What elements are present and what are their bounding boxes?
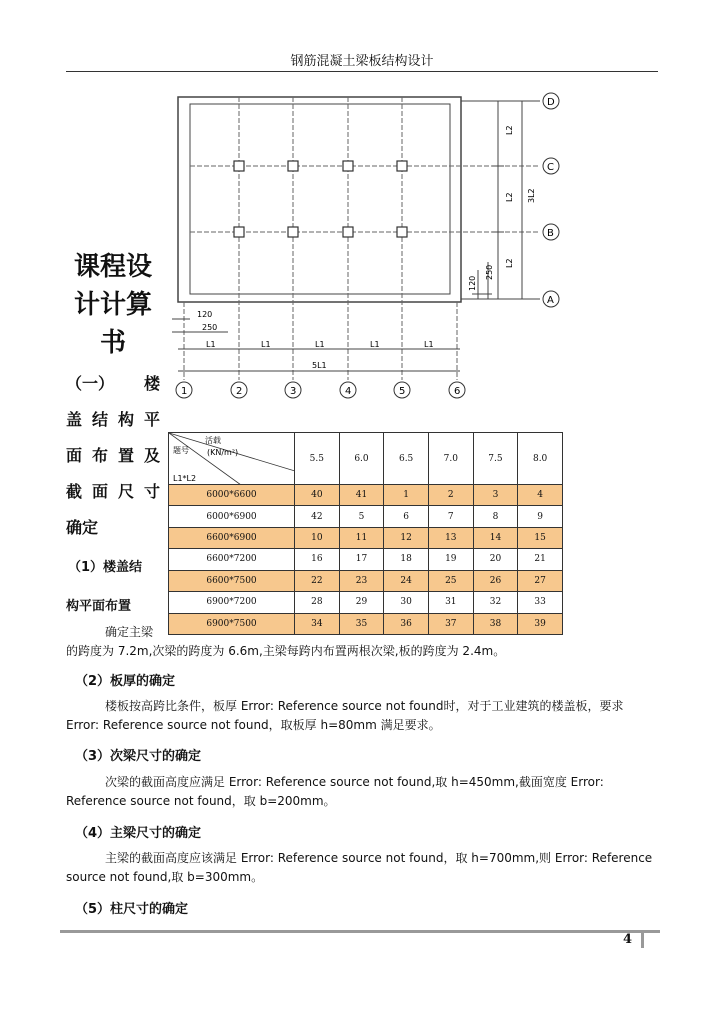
span-l1-1: L1 (206, 340, 216, 349)
table-row: 6900*7200 28 29 30 31 32 33 (169, 592, 563, 613)
dim-right-total: 3L2 (527, 188, 536, 203)
page-number: 4 (623, 932, 633, 947)
axis-6: 6 (454, 386, 461, 397)
table-row: 6000*6900 42 5 6 7 8 9 (169, 506, 563, 527)
text3: 次梁的截面高度应满足 Error: Reference source not found,取 h=450mm,截面宽度 Error: Reference source not found，取 b=200mm。 (66, 775, 604, 808)
dim-right-l2-3: L2 (505, 258, 514, 268)
load-header: 8.0 (518, 433, 563, 485)
corner-no: 题号 (173, 446, 189, 455)
footer-rule (60, 930, 660, 933)
axis-4: 4 (345, 386, 352, 397)
corner-unit: (KN/m²) (207, 448, 239, 457)
table-row: 6600*6900 10 11 12 13 14 15 (169, 527, 563, 548)
table-row: 6900*7500 34 35 36 37 38 39 (169, 613, 563, 634)
subheading-1-line1: （1）楼盖结 (68, 560, 143, 575)
load-header: 6.5 (384, 433, 429, 485)
load-header: 6.0 (339, 433, 384, 485)
title-line-1: 课程设 (73, 252, 152, 282)
title-line-3: 书 (99, 328, 126, 358)
span-l1-5: L1 (424, 340, 434, 349)
axis-5: 5 (399, 386, 406, 397)
text1-body: 的跨度为 7.2m,次梁的跨度为 6.6m,主梁每跨内布置两根次梁,板的跨度为 2.4m。 (66, 644, 506, 658)
span-l1-4: L1 (370, 340, 380, 349)
subheading-3: （3）次梁尺寸的确定 (75, 749, 202, 764)
axis-D: D (547, 97, 555, 108)
load-header: 5.5 (295, 433, 340, 485)
subheading-2: （2）板厚的确定 (75, 674, 176, 689)
load-header: 7.5 (473, 433, 518, 485)
dim-left-250: 250 (202, 323, 218, 332)
axis-C: C (547, 162, 554, 173)
axis-3: 3 (290, 386, 297, 397)
title-line-2: 计计算 (73, 290, 152, 320)
load-header: 7.0 (428, 433, 473, 485)
corner-load: 活载 (205, 436, 221, 445)
dim-right-120: 120 (468, 275, 477, 291)
text4: 主梁的截面高度应该满足 Error: Reference source not found，取 h=700mm,则 Error: Reference source not found,取 b=300mm。 (66, 851, 653, 884)
span-l1-2: L1 (261, 340, 271, 349)
subheading-1-line2: 构平面布置 (66, 599, 132, 614)
dim-right-250: 250 (485, 264, 494, 280)
table-corner (169, 433, 295, 485)
dim-right-l2-1: L2 (505, 125, 514, 135)
subheading-4: （4）主梁尺寸的确定 (75, 826, 202, 841)
big-title (66, 248, 160, 362)
table-row: 6000*6600 40 41 1 2 3 4 (169, 485, 563, 506)
section-one-heading: （一） 楼 盖 结 构 平 面 布 置 及 截 面 尺 寸 确定 (66, 374, 160, 537)
load-table (168, 432, 563, 635)
axis-1: 1 (181, 386, 188, 397)
page-header: 钢筋混凝土梁板结构设计 (66, 50, 658, 72)
dim-left-120: 120 (197, 310, 213, 319)
text2: 楼板按高跨比条件，板厚 Error: Reference source not found时，对于工业建筑的楼盖板，要求 Error: Reference source not found，取板厚 h=80mm 满足要求。 (66, 699, 624, 732)
axis-A: A (547, 295, 554, 306)
table-row: 6600*7500 22 23 24 25 26 27 (169, 570, 563, 591)
footer-tick (641, 930, 644, 948)
corner-size: L1*L2 (173, 474, 197, 483)
axis-2: 2 (236, 386, 243, 397)
subheading-5: （5）柱尺寸的确定 (75, 902, 189, 917)
axis-B: B (547, 228, 554, 239)
text1-start: 确定主梁 (105, 625, 154, 639)
dim-right-l2-2: L2 (505, 192, 514, 202)
table-row: 6600*7200 16 17 18 19 20 21 (169, 549, 563, 570)
span-l1-3: L1 (315, 340, 325, 349)
span-total: 5L1 (312, 361, 327, 370)
